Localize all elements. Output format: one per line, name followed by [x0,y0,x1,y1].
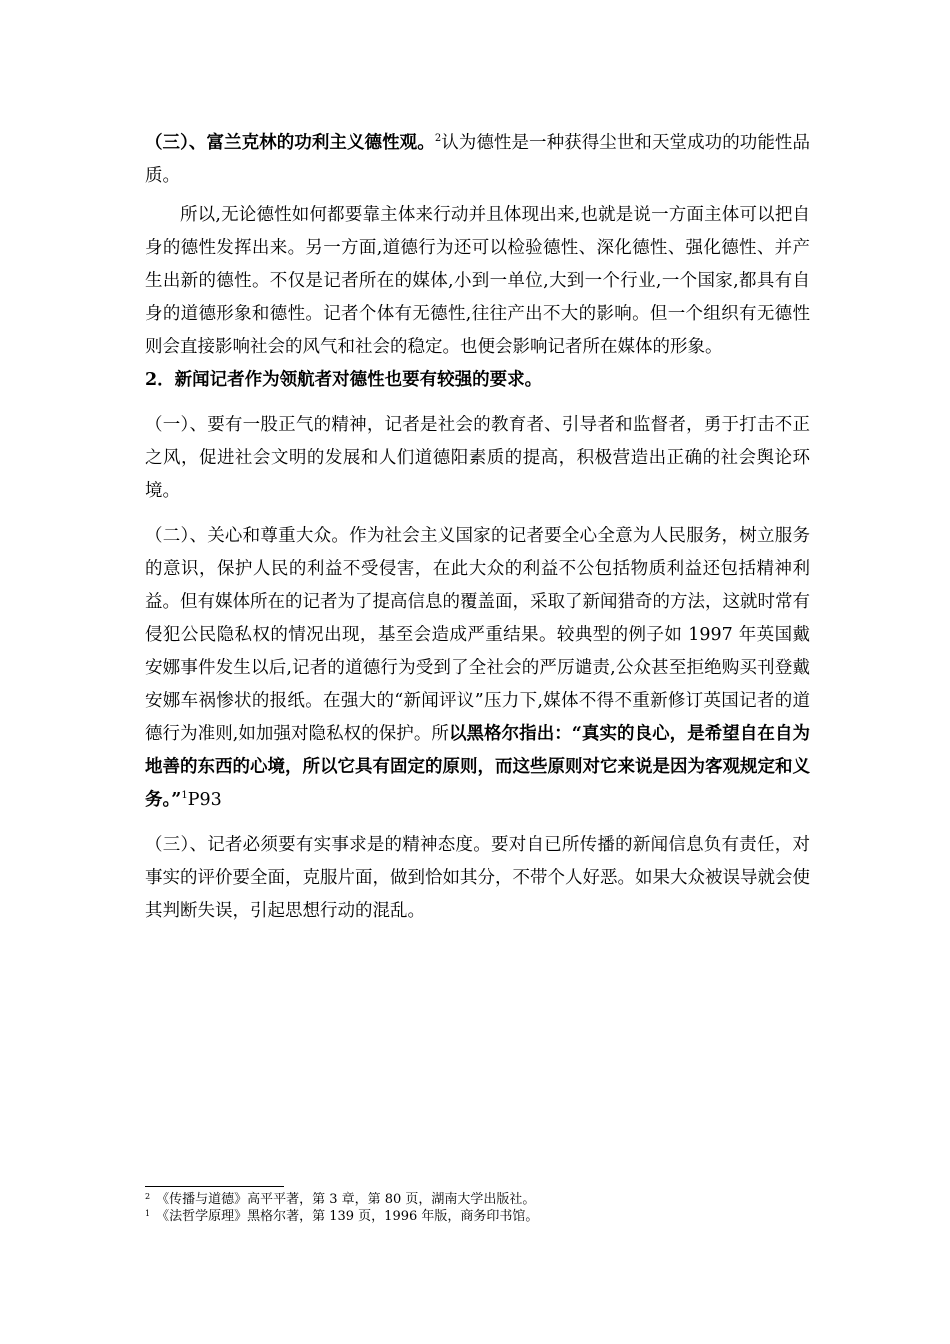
paragraph-virtue-practice: 所以,无论德性如何都要靠主体来行动并且体现出来,也就是说一方面主体可以把自身的德性发挥出来。另一方面,道德行为还可以检验德性、深化德性、强化德性、并产生出新的德性。不仅是记者所在的媒体,小到一单位,大到一个行业,一个国家,都具有自身的道德形象和德性。记者个体有无德性,往往产出不大的影响。但一个组织有无德性则会直接影响社会的风气和社会的稳定。也便会影响记者所在媒体的形象。 [145,205,810,357]
footnote-mark: 1 [145,1209,151,1218]
footnote-text: 《传播与道德》高平平著，第 3 章，第 80 页，湖南大学出版社。 [156,1192,536,1207]
footnote-ref-1[interactable]: 1 [181,790,188,801]
paragraph-respect-public-text: （二）、关心和尊重大众。作为社会主义国家的记者要全心全意为人民服务，树立服务的意识，保护人民的利益不受侵害，在此大众的利益不公包括物质利益还包括精神利益。但有媒体所在的记者为了提高信息的覆盖面，采取了新闻猎奇的方法，这就时常有侵犯公民隐私权的情况出现，基至会造成严重结果。较典型的例子如 1997 年英国戴安娜事件发生以后,记者的道德行为受到了全社会的严厉谴责,公众甚至拒绝购买刊登戴安娜车祸惨状的报纸。在强大的“新闻评议”压力下,媒体不得不重新修订英国记者的道德行为准则,如加强对隐私权的保护。所 [145,526,810,744]
footnote-item [145,1208,810,1225]
section-heading-franklin: （三）、富兰克林的功利主义德性观。 [145,133,435,153]
footnote-mark: 2 [145,1192,151,1201]
document-body [145,127,810,928]
footnotes [145,1186,810,1225]
paragraph-truth-seeking: （三）、记者必须要有实事求是的精神态度。要对自已所传播的新闻信息负有责任，对事实的评价要全面，克服片面，做到恰如其分，不带个人好恶。如果大众被误导就会使其判断失误，引起思想行动的混乱。 [145,835,810,921]
hegel-quote: 以黑格尔指出：“真实的良心，是希望自在自为地善的东西的心境，所以它具有固定的原则，而这些原则对它来说是因为客观规定和义务。” [145,724,810,810]
paragraph-righteous-spirit: （一）、要有一股正气的精神，记者是社会的教育者、引导者和监督者，勇于打击不正之风，促进社会文明的发展和人们道德阳素质的提高，积极营造出正确的社会舆论环境。 [145,415,810,501]
paragraph-franklin [145,127,810,193]
section-heading-2: 2．新闻记者作为领航者对德性也要有较强的要求。 [145,370,543,390]
footnote-ref-2[interactable]: 2 [434,133,442,144]
paragraph-respect-public [145,520,810,817]
footnote-item [145,1191,810,1208]
quote-citation: P93 [187,790,222,810]
footnote-divider [145,1186,284,1187]
footnote-text: 《法哲学原理》黑格尔著，第 139 页，1996 年版，商务印书馆。 [156,1209,539,1224]
paragraph-franklin-text: 认为德性是一种获得尘世和天堂成功的功能性品质。 [145,133,810,186]
